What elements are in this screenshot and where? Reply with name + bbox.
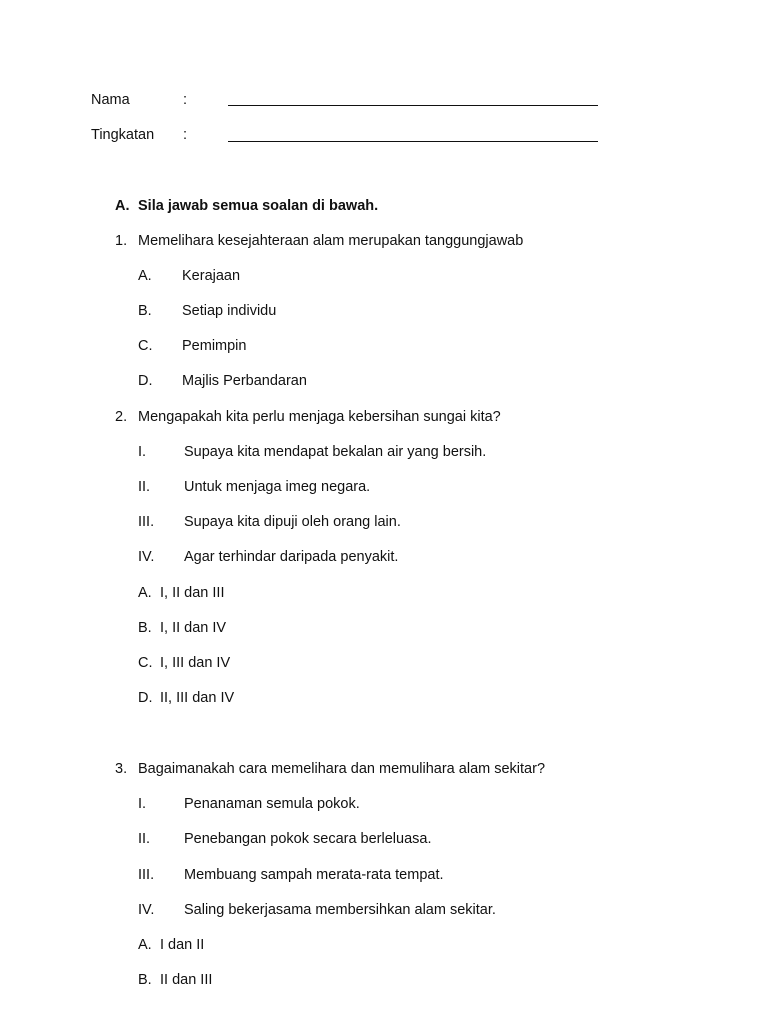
- question-text: Bagaimanakah cara memelihara dan memulihara alam sekitar?: [138, 761, 546, 777]
- question-number: 1.: [115, 233, 128, 249]
- option-text: Setiap individu: [182, 303, 277, 319]
- statement-text: Penanaman semula pokok.: [184, 796, 360, 812]
- statement-numeral: I.: [138, 444, 147, 460]
- question-number: 3.: [115, 761, 128, 777]
- option-letter: B.: [138, 303, 152, 319]
- section-instruction: Sila jawab semua soalan di bawah.: [138, 198, 379, 214]
- question-text: Memelihara kesejahteraan alam merupakan tanggungjawab: [138, 233, 524, 249]
- statement-text: Supaya kita mendapat bekalan air yang bersih.: [184, 444, 487, 460]
- option-letter: A.: [138, 585, 152, 601]
- section-marker: A.: [115, 198, 130, 214]
- option-text: I, III dan IV: [160, 655, 231, 671]
- option-letter: C.: [138, 338, 153, 354]
- statement-text: Membuang sampah merata-rata tempat.: [184, 867, 444, 883]
- question-text: Mengapakah kita perlu menjaga kebersihan sungai kita?: [138, 409, 501, 425]
- option-text: II, III dan IV: [160, 690, 235, 706]
- option-text: II dan III: [160, 972, 213, 988]
- statement-numeral: I.: [138, 796, 147, 812]
- statement-text: Saling bekerjasama membersihkan alam sekitar.: [184, 902, 496, 918]
- option-letter: A.: [138, 268, 152, 284]
- statement-text: Untuk menjaga imeg negara.: [184, 479, 371, 495]
- class-answer-line[interactable]: [228, 141, 598, 142]
- option-text: Majlis Perbandaran: [182, 373, 307, 389]
- option-text: I, II dan III: [160, 585, 225, 601]
- name-colon: :: [183, 92, 188, 108]
- name-answer-line[interactable]: [228, 105, 598, 106]
- option-text: I, II dan IV: [160, 620, 227, 636]
- statement-text: Supaya kita dipuji oleh orang lain.: [184, 514, 401, 530]
- option-letter: A.: [138, 937, 152, 953]
- statement-numeral: III.: [138, 514, 155, 530]
- statement-numeral: IV.: [138, 549, 155, 565]
- option-text: I dan II: [160, 937, 205, 953]
- class-label: Tingkatan: [91, 127, 155, 143]
- question-number: 2.: [115, 409, 128, 425]
- option-letter: C.: [138, 655, 153, 671]
- option-text: Pemimpin: [182, 338, 247, 354]
- statement-numeral: III.: [138, 867, 155, 883]
- class-colon: :: [183, 127, 188, 143]
- option-letter: B.: [138, 620, 152, 636]
- option-letter: D.: [138, 690, 153, 706]
- statement-text: Agar terhindar daripada penyakit.: [184, 549, 399, 565]
- statement-numeral: IV.: [138, 902, 155, 918]
- statement-text: Penebangan pokok secara berleluasa.: [184, 831, 432, 847]
- statement-numeral: II.: [138, 831, 151, 847]
- statement-numeral: II.: [138, 479, 151, 495]
- option-letter: B.: [138, 972, 152, 988]
- option-text: Kerajaan: [182, 268, 241, 284]
- option-letter: D.: [138, 373, 153, 389]
- name-label: Nama: [91, 92, 130, 108]
